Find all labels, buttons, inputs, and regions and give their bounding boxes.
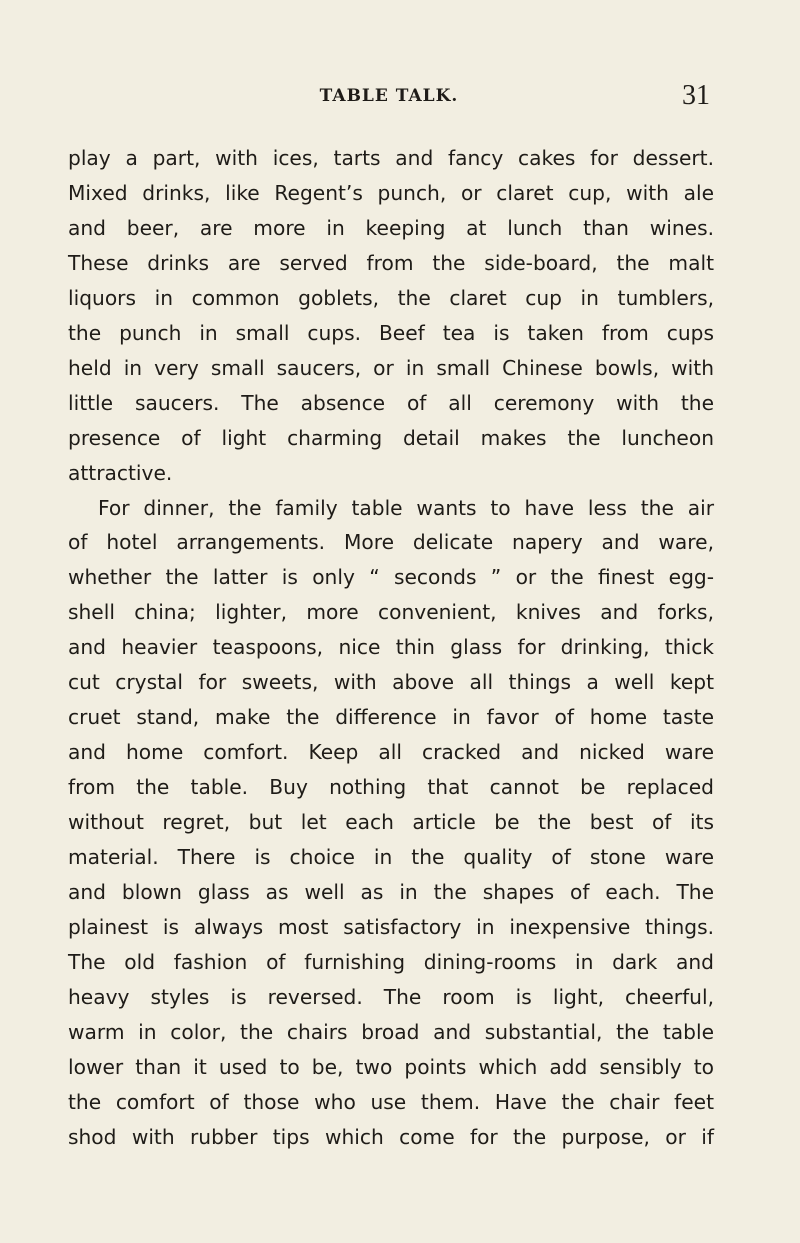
text-line: attractive. <box>68 460 173 485</box>
text-line: from the table. Buy nothing that cannot be replaced <box>68 775 714 800</box>
text-line: the comfort of those who use them. Have the chair feet <box>68 1089 714 1114</box>
text-line: without regret, but let each article be the best of its <box>68 810 714 835</box>
running-title: TABLE TALK. <box>319 86 459 106</box>
text-line: shod with rubber tips which come for the purpose, or if <box>68 1124 714 1149</box>
page-number: 31 <box>682 80 710 111</box>
text-line: and heavier teaspoons, nice thin glass for drinking, thick <box>68 635 714 660</box>
text-line: presence of light charming detail makes the luncheon <box>68 425 714 450</box>
text-line: liquors in common goblets, the claret cup in tumblers, <box>68 285 714 310</box>
text-line: These drinks are served from the side-board, the malt <box>68 250 714 275</box>
text-line: of hotel arrangements. More delicate napery and ware, <box>68 530 714 555</box>
text-line: held in very small saucers, or in small Chinese bowls, with <box>68 355 714 380</box>
text-line: and home comfort. Keep all cracked and nicked ware <box>68 740 714 765</box>
text-line: little saucers. The absence of all ceremony with the <box>68 390 714 415</box>
text-line: For dinner, the family table wants to have less the air <box>98 495 714 520</box>
running-head <box>68 80 710 116</box>
text-line: lower than it used to be, two points which add sensibly to <box>68 1054 714 1079</box>
text-line: and blown glass as well as in the shapes of each. The <box>68 880 714 905</box>
text-line: warm in color, the chairs broad and substantial, the table <box>68 1019 714 1044</box>
text-line: The old fashion of furnishing dining-rooms in dark and <box>68 949 714 974</box>
text-line: and beer, are more in keeping at lunch than wines. <box>68 215 714 240</box>
text-line: Mixed drinks, like Regent’s punch, or claret cup, with ale <box>68 180 714 205</box>
text-line: heavy styles is reversed. The room is light, cheerful, <box>68 984 714 1009</box>
text-line: the punch in small cups. Beef tea is taken from cups <box>68 320 714 345</box>
text-line: play a part, with ices, tarts and fancy cakes for dessert. <box>68 146 714 170</box>
paragraph <box>68 491 714 1155</box>
text-line: cruet stand, make the difference in favor of home taste <box>68 705 714 730</box>
text-line: material. There is choice in the quality of stone ware <box>68 845 714 870</box>
text-line: cut crystal for sweets, with above all things a well kept <box>68 670 714 695</box>
body-text <box>68 141 714 1155</box>
paragraph <box>68 141 714 491</box>
text-line: shell china; lighter, more convenient, knives and forks, <box>68 600 714 625</box>
text-line: whether the latter is only “ seconds ” or the finest egg- <box>68 565 714 590</box>
text-line: plainest is always most satisfactory in inexpensive things. <box>68 914 714 939</box>
